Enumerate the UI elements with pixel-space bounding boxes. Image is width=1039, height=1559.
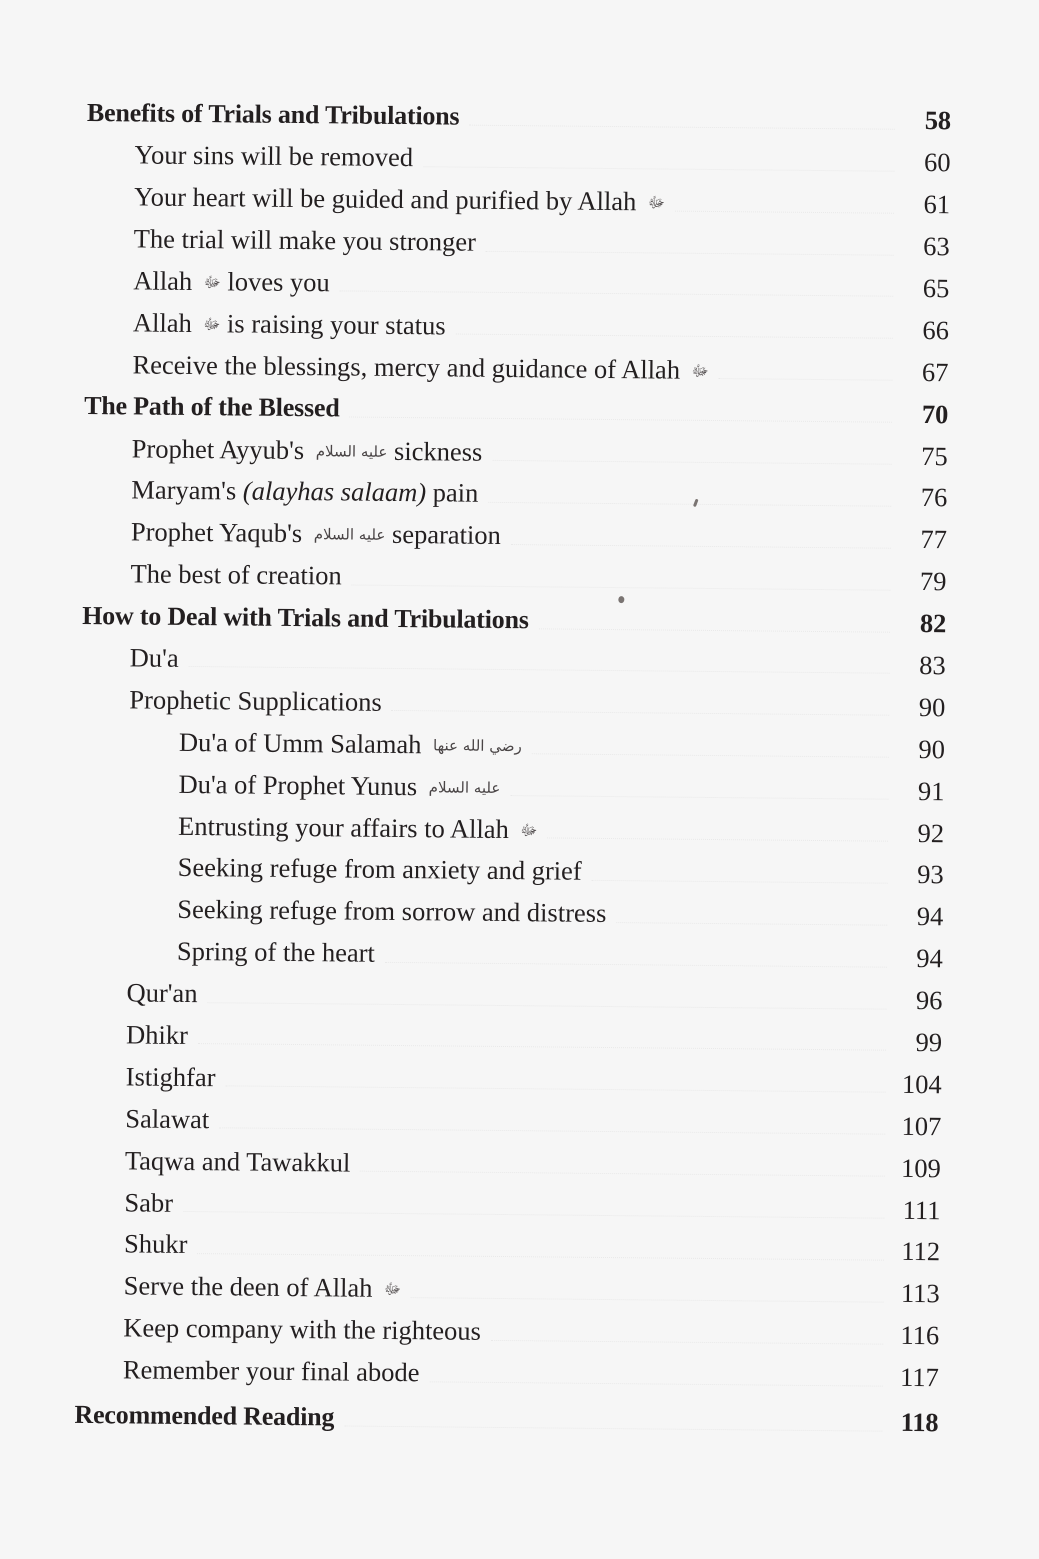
entry-title-text: Receive the blessings, mercy and guidance of Allah xyxy=(132,349,681,385)
entry-title xyxy=(131,517,501,552)
entry-title-text: Spring of the heart xyxy=(176,936,376,969)
dot-leader xyxy=(411,1296,884,1303)
page-number: 70 xyxy=(921,398,949,429)
page-number: 118 xyxy=(900,1406,939,1438)
dot-leader xyxy=(340,290,894,297)
entry-title xyxy=(74,1399,334,1431)
entry-title-text: Qur'an xyxy=(126,977,198,1009)
page-number: 93 xyxy=(917,859,944,890)
dot-leader xyxy=(539,627,890,632)
toc-section[interactable] xyxy=(75,1349,939,1399)
entry-title xyxy=(125,1103,209,1135)
page-number: 79 xyxy=(919,566,947,597)
entry-title xyxy=(123,1355,420,1389)
entry-title-text: Istighfar xyxy=(125,1061,216,1093)
honorific-glyph-icon: ﷻ xyxy=(383,1280,402,1299)
entry-title-text: How to Deal with Trials and Tribulations xyxy=(82,600,529,634)
page-number: 65 xyxy=(922,273,950,304)
dot-leader xyxy=(469,124,895,130)
entry-title xyxy=(134,224,476,258)
entry-title-text: Shukr xyxy=(123,1228,188,1260)
entry-title-text: Du'a of Prophet Yunus xyxy=(178,768,418,801)
page-number: 94 xyxy=(916,901,944,932)
dot-leader xyxy=(183,1210,884,1219)
entry-title-text: Du'a xyxy=(129,642,179,673)
entry-title xyxy=(179,727,522,761)
dot-leader xyxy=(429,1380,882,1386)
entry-title-italic: (alayhas salaam) xyxy=(242,475,427,508)
entry-title xyxy=(126,1061,216,1093)
dot-leader xyxy=(207,1001,886,1010)
page-number: 75 xyxy=(921,440,948,471)
dot-leader xyxy=(349,416,892,423)
table-of-contents xyxy=(74,92,951,1444)
entry-title-text: Your heart will be guided and purified by Allah xyxy=(134,181,637,217)
honorific-glyph-icon: ﷻ xyxy=(647,193,665,212)
dot-leader xyxy=(675,209,894,213)
page-number: 111 xyxy=(902,1194,941,1225)
page-number: 67 xyxy=(921,356,949,388)
entry-title-text: Dhikr xyxy=(125,1019,189,1051)
entry-title-suffix: pain xyxy=(432,477,479,509)
honorific-glyph-icon: ﷻ xyxy=(691,361,709,380)
page-number: 94 xyxy=(916,943,944,974)
entry-title-text: Entrusting your affairs to Allah xyxy=(177,810,509,844)
scan-speck xyxy=(618,596,624,603)
page-number: 91 xyxy=(917,775,945,806)
dot-leader xyxy=(189,665,890,674)
page-number: 96 xyxy=(915,985,943,1016)
entry-title-suffix: sickness xyxy=(393,435,483,467)
honorific-glyph-icon: رضي الله عنها xyxy=(432,736,522,755)
entry-title xyxy=(84,391,340,423)
entry-title-text: Salawat xyxy=(125,1103,210,1135)
entry-title-text: Keep company with the righteous xyxy=(123,1312,482,1347)
entry-title xyxy=(134,182,665,218)
entry-title xyxy=(129,684,382,717)
entry-title xyxy=(87,98,460,132)
page-number: 60 xyxy=(923,147,951,178)
page-number: 83 xyxy=(919,650,946,681)
dot-leader xyxy=(491,1339,883,1345)
dot-leader xyxy=(532,753,889,758)
honorific-glyph-icon: ﷻ xyxy=(203,314,221,334)
dot-leader xyxy=(616,921,887,926)
entry-title-text: Prophetic Supplications xyxy=(129,684,382,717)
entry-title xyxy=(178,852,582,887)
entry-title-text: Seeking refuge from sorrow and distress xyxy=(177,894,607,929)
entry-title xyxy=(132,349,708,386)
page-number: 66 xyxy=(922,314,950,346)
entry-title xyxy=(126,978,197,1010)
entry-title xyxy=(134,140,413,174)
dot-leader xyxy=(456,333,893,339)
honorific-glyph-icon: عليه السلام xyxy=(315,441,388,461)
entry-title xyxy=(123,1313,481,1347)
page-number: 61 xyxy=(923,189,951,220)
page-number: 63 xyxy=(923,231,950,262)
entry-title-text: Benefits of Trials and Tribulations xyxy=(86,97,460,131)
entry-title xyxy=(124,1271,402,1305)
entry-title-text: Allah xyxy=(133,265,193,296)
page-number: 109 xyxy=(900,1152,942,1183)
page-number: 77 xyxy=(920,524,948,555)
dot-leader xyxy=(719,377,893,381)
page-number: 82 xyxy=(919,608,947,639)
entry-title-text: Prophet Yaqub's xyxy=(130,516,303,549)
entry-title-suffix: is raising your status xyxy=(226,308,446,341)
honorific-glyph-icon: ﷻ xyxy=(520,820,538,839)
entry-title-text: Remember your final abode xyxy=(122,1354,420,1388)
entry-title-text: Maryam's xyxy=(131,474,237,506)
dot-leader xyxy=(488,501,891,507)
entry-title-text: Prophet Ayyub's xyxy=(131,432,305,465)
dot-leader xyxy=(219,1127,885,1135)
entry-title xyxy=(132,433,483,467)
entry-title xyxy=(177,894,606,929)
honorific-glyph-icon: عليه السلام xyxy=(313,525,386,545)
entry-title-text: The best of creation xyxy=(130,558,342,591)
page-number: 90 xyxy=(918,733,946,765)
page-number: 116 xyxy=(900,1320,940,1351)
toc-chapter[interactable] xyxy=(74,1394,938,1444)
entry-title xyxy=(133,307,446,341)
entry-title-text: Seeking refuge from anxiety and grief xyxy=(177,852,582,887)
dot-leader xyxy=(197,1252,884,1261)
entry-title xyxy=(124,1229,188,1261)
entry-title xyxy=(178,810,538,844)
page-number: 104 xyxy=(901,1068,942,1100)
dot-leader xyxy=(547,836,888,841)
entry-title xyxy=(178,769,500,803)
entry-title-text: The trial will make you stronger xyxy=(133,223,477,257)
dot-leader xyxy=(385,961,887,968)
entry-title xyxy=(124,1187,173,1218)
entry-title-text: Your sins will be removed xyxy=(134,139,414,173)
entry-title-text: Serve the deen of Allah xyxy=(123,1270,373,1304)
page-number: 112 xyxy=(901,1236,941,1267)
entry-title xyxy=(130,559,341,592)
entry-title xyxy=(126,1019,188,1051)
honorific-glyph-icon: ﷻ xyxy=(203,273,221,292)
entry-title xyxy=(125,1145,351,1178)
entry-title-text: Du'a of Umm Salamah xyxy=(178,726,422,760)
dot-leader xyxy=(592,879,888,884)
entry-title xyxy=(177,936,375,969)
dot-leader xyxy=(510,794,888,800)
dot-leader xyxy=(492,459,891,465)
entry-title xyxy=(133,265,330,298)
dot-leader xyxy=(486,249,894,255)
page-number: 113 xyxy=(900,1278,940,1309)
page-number: 99 xyxy=(915,1026,943,1058)
dot-leader xyxy=(423,165,894,172)
entry-title-text: Recommended Reading xyxy=(74,1399,335,1431)
page-number: 92 xyxy=(917,817,945,848)
dot-leader xyxy=(352,583,891,590)
entry-title-text: The Path of the Blessed xyxy=(84,391,340,423)
page-number: 76 xyxy=(920,482,948,513)
entry-title-text: Taqwa and Tawakkul xyxy=(124,1145,351,1178)
entry-title-text: Sabr xyxy=(124,1186,174,1218)
entry-title xyxy=(130,642,179,673)
entry-title-suffix: separation xyxy=(391,519,502,551)
entry-title xyxy=(131,475,478,509)
dot-leader xyxy=(225,1085,885,1093)
entry-title-text: Allah xyxy=(132,307,192,338)
dot-leader xyxy=(511,543,891,549)
entry-title-suffix: loves you xyxy=(227,266,330,298)
dot-leader xyxy=(360,1170,885,1177)
honorific-glyph-icon: عليه السلام xyxy=(428,777,501,797)
dot-leader xyxy=(198,1043,886,1052)
page-number: 107 xyxy=(901,1110,942,1142)
page-number: 117 xyxy=(899,1361,940,1393)
dot-leader xyxy=(344,1424,882,1431)
page-number: 90 xyxy=(918,691,946,723)
dot-leader xyxy=(392,709,890,716)
entry-title xyxy=(82,601,529,635)
page-number: 58 xyxy=(924,105,952,136)
